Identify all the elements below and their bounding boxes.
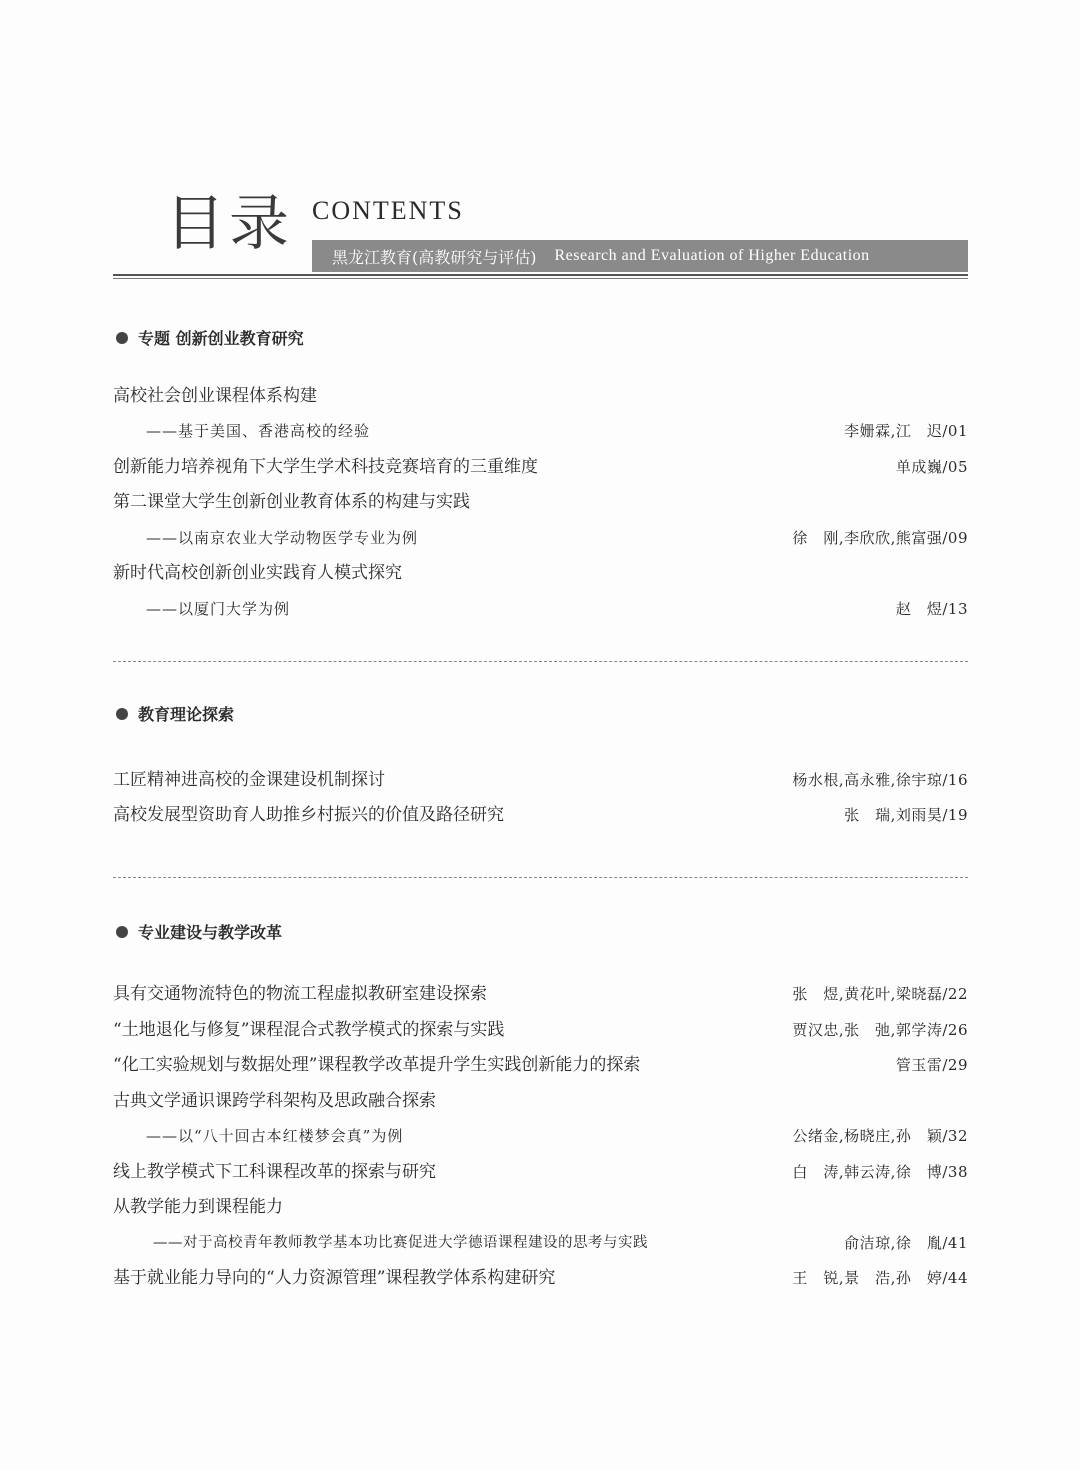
entry-title: 基于就业能力导向的“人力资源管理”课程教学体系构建研究	[113, 1268, 556, 1288]
toc-entry[interactable]	[113, 455, 968, 479]
section-heading	[116, 702, 234, 725]
entry-author: 王 锐,景 浩,孙 婷/44	[792, 1269, 968, 1287]
entry-author: 李姗霖,江 迟/01	[844, 422, 968, 440]
header-rule-thin	[113, 278, 968, 279]
section-heading-label: 专题 创新创业教育研究	[138, 329, 304, 348]
section-heading-label: 教育理论探索	[138, 705, 235, 724]
bullet-icon	[116, 926, 128, 938]
entry-title: 第二课堂大学生创新创业教育体系的构建与实践	[113, 492, 470, 512]
toc-entry[interactable]	[113, 1160, 968, 1184]
toc-entry[interactable]	[113, 1053, 968, 1077]
toc-entry[interactable]	[113, 1231, 968, 1255]
journal-name-en: Research and Evaluation of Higher Education	[554, 247, 870, 264]
journal-name-cn: 黑龙江教育(高教研究与评估)	[332, 247, 537, 267]
toc-entry[interactable]	[113, 526, 968, 550]
toc-entry[interactable]	[113, 982, 968, 1006]
toc-entry[interactable]	[113, 1018, 968, 1042]
entry-title: 高校社会创业课程体系构建	[113, 386, 317, 406]
entry-author: 公绪金,杨晓庄,孙 颖/32	[792, 1127, 968, 1145]
entry-author: 徐 刚,李欣欣,熊富强/09	[792, 529, 968, 547]
section-heading	[116, 326, 304, 349]
entry-author: 管玉雷/29	[895, 1056, 968, 1074]
entry-author: 张 煜,黄花叶,梁晓磊/22	[792, 985, 968, 1003]
section-heading	[116, 920, 282, 943]
entry-title: 线上教学模式下工科课程改革的探索与研究	[113, 1162, 436, 1182]
section-heading-label: 专业建设与教学改革	[138, 923, 283, 942]
journal-banner	[312, 240, 968, 272]
entry-title: 古典文学通识课跨学科架构及思政融合探索	[113, 1091, 436, 1111]
header-rule	[113, 274, 968, 276]
page-title-cn: 目录	[165, 189, 293, 259]
toc-entry[interactable]	[113, 490, 968, 514]
entry-title: 从教学能力到课程能力	[113, 1197, 283, 1217]
entry-author: 杨水根,高永雅,徐宇琼/16	[792, 771, 968, 789]
toc-entry[interactable]	[113, 561, 968, 585]
section-divider	[113, 877, 968, 878]
toc-entry[interactable]	[113, 1089, 968, 1113]
entry-title: “土地退化与修复”课程混合式教学模式的探索与实践	[113, 1020, 505, 1040]
entry-subtitle: ——对于高校青年教师教学基本功比赛促进大学德语课程建设的思考与实践	[153, 1235, 648, 1251]
toc-entry[interactable]	[113, 384, 968, 408]
entry-subtitle: ——基于美国、香港高校的经验	[146, 422, 371, 440]
entry-subtitle: ——以“八十回古本红楼梦会真”为例	[146, 1127, 404, 1145]
entry-subtitle: ——以厦门大学为例	[146, 600, 291, 618]
bullet-icon	[116, 708, 128, 720]
entry-title: 高校发展型资助育人助推乡村振兴的价值及路径研究	[113, 805, 504, 825]
entry-subtitle: ——以南京农业大学动物医学专业为例	[146, 529, 419, 547]
toc-entry[interactable]	[113, 768, 968, 792]
entry-author: 贾汉忠,张 弛,郭学涛/26	[792, 1021, 968, 1039]
entry-author: 白 涛,韩云涛,徐 博/38	[792, 1163, 968, 1181]
bullet-icon	[116, 332, 128, 344]
entry-author: 赵 煜/13	[895, 600, 968, 618]
toc-entry[interactable]	[113, 1195, 968, 1219]
toc-entry[interactable]	[113, 1266, 968, 1290]
entry-author: 单成巍/05	[895, 458, 968, 476]
entry-title: 工匠精神进高校的金课建设机制探讨	[113, 770, 385, 790]
entry-title: 创新能力培养视角下大学生学术科技竞赛培育的三重维度	[113, 457, 538, 477]
toc-entry[interactable]	[113, 419, 968, 443]
section-divider	[113, 661, 968, 662]
toc-entry[interactable]	[113, 597, 968, 621]
entry-author: 张 瑞,刘雨昊/19	[844, 806, 968, 824]
toc-entry[interactable]	[113, 803, 968, 827]
entry-title: 具有交通物流特色的物流工程虚拟教研室建设探索	[113, 984, 487, 1004]
entry-author: 俞洁琼,徐 胤/41	[844, 1234, 968, 1252]
toc-entry[interactable]	[113, 1124, 968, 1148]
page-title-en: CONTENTS	[312, 196, 464, 225]
entry-title: 新时代高校创新创业实践育人模式探究	[113, 563, 402, 583]
entry-title: “化工实验规划与数据处理”课程教学改革提升学生实践创新能力的探索	[113, 1055, 641, 1075]
